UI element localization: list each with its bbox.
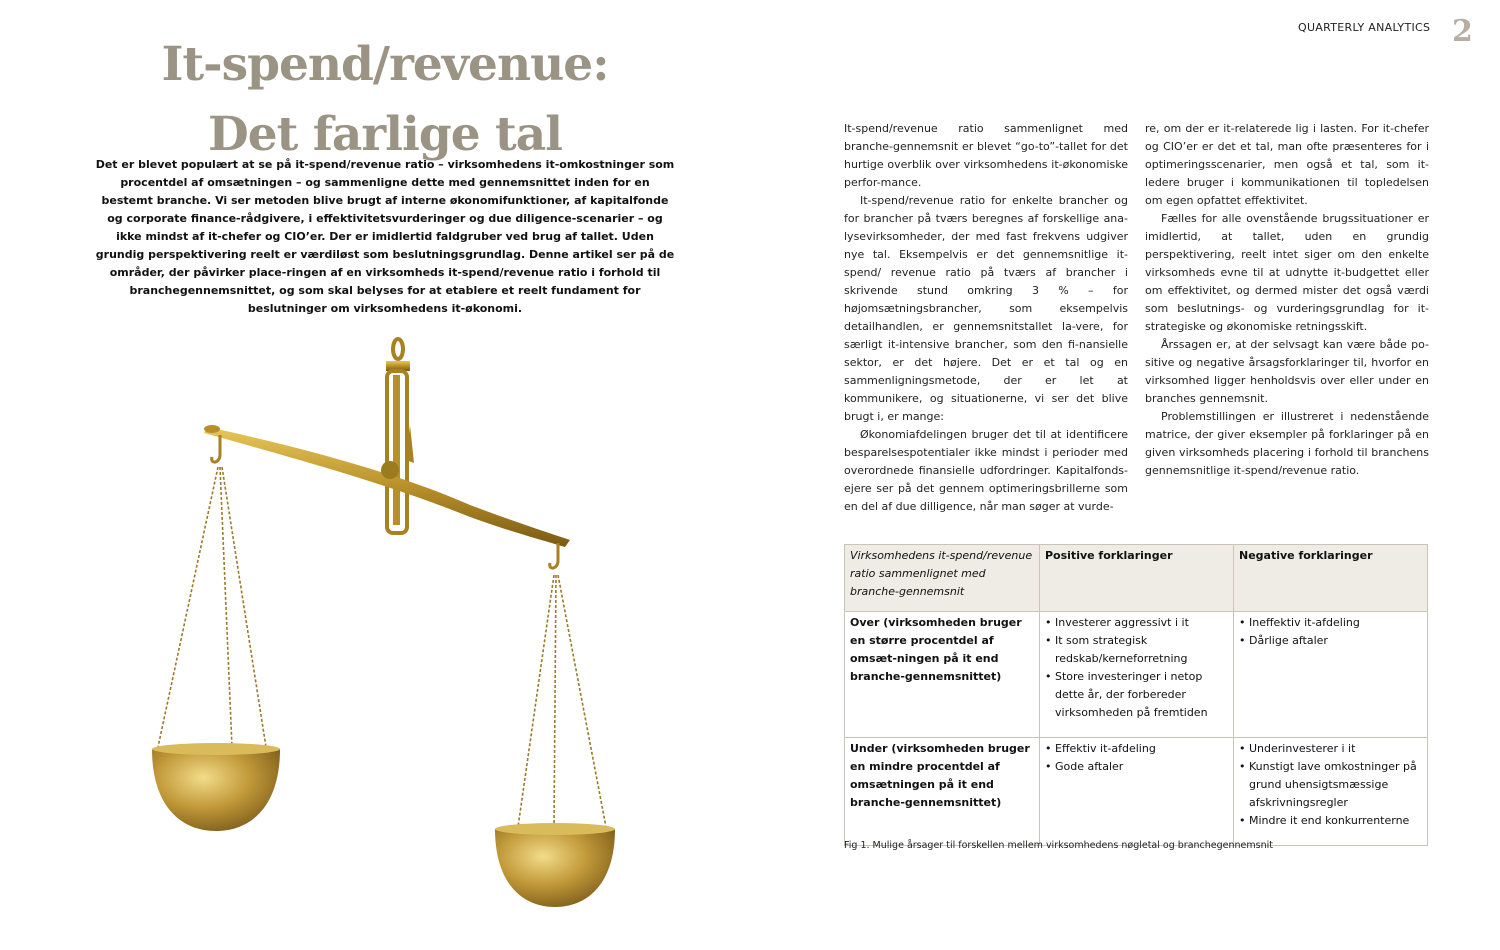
matrix-header-corner: Virksomhedens it-spend/revenue ratio sammenlignet med branche-gennemsnit [845,545,1040,612]
list-item: • Ineffektiv it-afdeling [1239,614,1423,632]
body-paragraph: Årssagen er, at der selvsagt kan være både po-sitive og negative årsagsforklaringer til, hvorfor en virksomhed ligger henholdsvis over eller under en branches gennemsnit. [1145,338,1429,405]
body-paragraph: re, om der er it-relaterede lig i lasten. For it-chefer og CIO’er er det et tal, man ofte præsenteres for i optimeringsscenarier, men også et tal, som it-ledere bruger i kommunikationen til topledelsen om egen opfattet effektivitet. [1145,122,1429,207]
body-paragraph: It-spend/revenue ratio sammenlignet med branche-gennemsnit er blevet “go-to”-tallet for det hurtige overblik over virksomhedens it-økonomiske perfor-mance. [844,122,1128,189]
list-item: • It som strategisk redskab/kerneforretning [1045,632,1229,668]
balance-scale-image [140,335,640,925]
section-label: QUARTERLY ANALYTICS [1298,21,1431,34]
page-number: 2 [1452,14,1473,49]
list-item: • Kunstigt lave omkostninger på grund uhensigtsmæssige afskrivningsregler [1239,758,1423,812]
matrix-row-over [845,612,1428,738]
body-column-1 [844,120,1128,516]
list-item: • Underinvesterer i it [1239,740,1423,758]
body-paragraph: Problemstillingen er illustreret i nedenstående matrice, der giver eksempler på forklaringer på en given virksomheds placering i forhold til branchens gennemsnitlige it-spend/revenue ratio. [1145,410,1429,477]
matrix-positive-cell [1040,612,1234,738]
matrix-row-label: Under (virksomheden bruger en mindre procentdel af omsætningen på it end branche-gennemsnittet) [845,738,1040,846]
list-item: • Store investeringer i netop dette år, der forbereder virksomheden på fremtiden [1045,668,1229,722]
matrix-row-under [845,738,1428,846]
list-item: • Dårlige aftaler [1239,632,1423,650]
matrix-row-label: Over (virksomheden bruger en større procentdel af omsæt-ningen på it end branche-gennemsnittet) [845,612,1040,738]
list-item: • Gode aftaler [1045,758,1229,776]
list-item: • Effektiv it-afdeling [1045,740,1229,758]
body-paragraph: It-spend/revenue ratio for enkelte brancher og for brancher på tværs beregnes af forskellige ana-lysevirksomheder, der med fast frekvens udgiver nye tal. Eksempelvis er det gennemsnitlige it-spend/ revenue ratio på tværs af brancher i skrivende stund omkring 3 % – for højomsætningsbrancher, som eksempelvis detailhandlen, er gennemsnitstallet la-vere, for særligt it-intensive brancher, som den fi-nansielle sektor, er det højere. Det er et tal og en sammenligningsmetode, der er let at kommunikere, og situationerne, vi ser det blive brugt i, er mange: [844,194,1128,423]
article-title [150,30,620,170]
matrix-header-positive: Positive forklaringer [1040,545,1234,612]
intro-paragraph: Det er blevet populært at se på it-spend/revenue ratio – virksomhedens it-omkostninger som procentdel af omsætningen – og sammenligne dette med gennemsnittet inden for en bestemt branche. Vi ser metoden blive brugt af interne økonomifunktioner, af kapitalfonde og corporate finance-rådgivere, i effektivitetsvurderinger og due diligence-scenarier – og ikke mindst af it-chefer og CIO’er. Der er imidlertid faldgruber ved brug af tallet. Uden grundig perspektivering reelt er værdiløst som beslutningsgrundlag. Denne artikel ser på de områder, der påvirker place-ringen af en virksomheds it-spend/revenue ratio i forhold til branchegennemsnittet, og som skal belyses for at etablere et reelt fundament for beslutninger om virksomhedens it-økonomi. [95,158,675,315]
title-line-1: It-spend/revenue: [161,37,609,92]
matrix-header-negative: Negative forklaringer [1234,545,1428,612]
matrix-negative-cell [1234,738,1428,846]
body-column-2 [1145,120,1429,480]
title-line-2: Det farlige tal [207,107,563,162]
matrix-positive-cell [1040,738,1234,846]
figure-caption: Fig 1. Mulige årsager til forskellen mellem virksomhedens nøgletal og branchegennemsnit [844,840,1273,851]
list-item: • Mindre it end konkurrenterne [1239,812,1423,830]
list-item: • Investerer aggressivt i it [1045,614,1229,632]
matrix-header-row [845,545,1428,612]
explanation-matrix [844,544,1428,846]
matrix-negative-cell [1234,612,1428,738]
body-paragraph: Økonomiafdelingen bruger det til at identificere besparelsespotentialer ikke mindst i perioder med overordnede finansielle udfordringer. Kapitalfonds-ejere ser på det gennem optimeringsbrillerne som en del af due dilligence, når man søger at vurde- [844,428,1128,513]
body-paragraph: Fælles for alle ovenstående brugssituationer er imidlertid, at tallet, uden en grundig perspektivering, reelt intet siger om den enkelte virksomheds evne til at udnytte it-budgettet eller om effektivitet, og dermed mister det også værdi som beslutnings- og vurderingsgrundlag for it-strategiske og økonomiske retningsskift. [1145,212,1429,333]
